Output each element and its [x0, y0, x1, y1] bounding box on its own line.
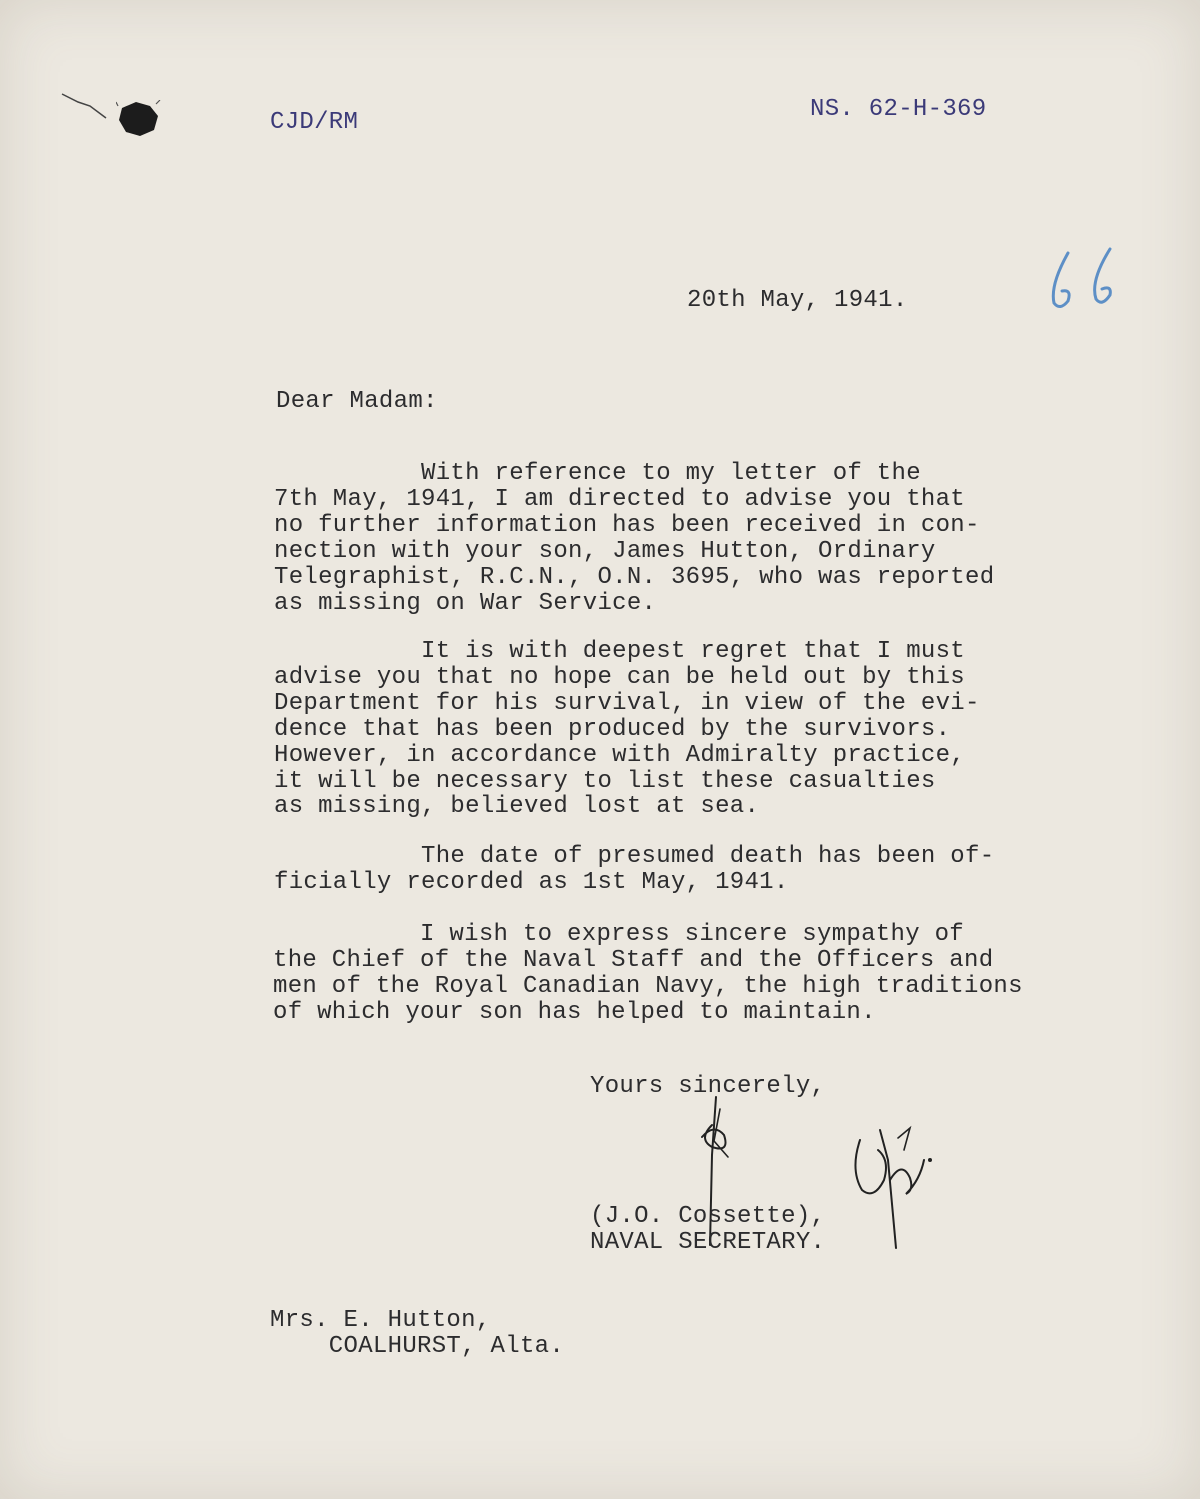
punch-hole-icon [116, 100, 162, 138]
reference-initials: CJD/RM [270, 109, 359, 136]
file-number: NS. 62-H-369 [810, 96, 987, 123]
body-paragraph-2: It is with deepest regret that I must advise you that no hope can be held out by this Department for his survival, in view of the evi- dence that has been produced by the survivors. However, in accordance with Admiralty practice, it will be necessary to list these casualties as missing, believed lost at sea. [274, 638, 980, 821]
closing: Yours sincerely, [590, 1073, 826, 1100]
letter-date: 20th May, 1941. [687, 287, 908, 314]
salutation: Dear Madam: [276, 388, 438, 415]
body-paragraph-4: I wish to express sincere sympathy of the Chief of the Naval Staff and the Officers and men of the Royal Canadian Navy, the high traditions of which your son has helped to maintain. [273, 921, 1023, 1026]
paper-tear-mark-icon [60, 90, 110, 120]
initials-signature-icon [840, 1120, 940, 1250]
body-paragraph-1: With reference to my letter of the 7th May, 1941, I am directed to advise you that no further information has been received in con- nection with your son, James Hutton, Ordinary Telegraphist, R.C.N., O.N. 3695, who was reported as missing on War Service. [274, 460, 995, 617]
recipient-address: Mrs. E. Hutton, COALHURST, Alta. [270, 1307, 565, 1360]
body-paragraph-3: The date of presumed death has been of- ficially recorded as 1st May, 1941. [274, 843, 995, 896]
signatory-block: (J.O. Cossette), NAVAL SECRETARY. [590, 1203, 826, 1256]
